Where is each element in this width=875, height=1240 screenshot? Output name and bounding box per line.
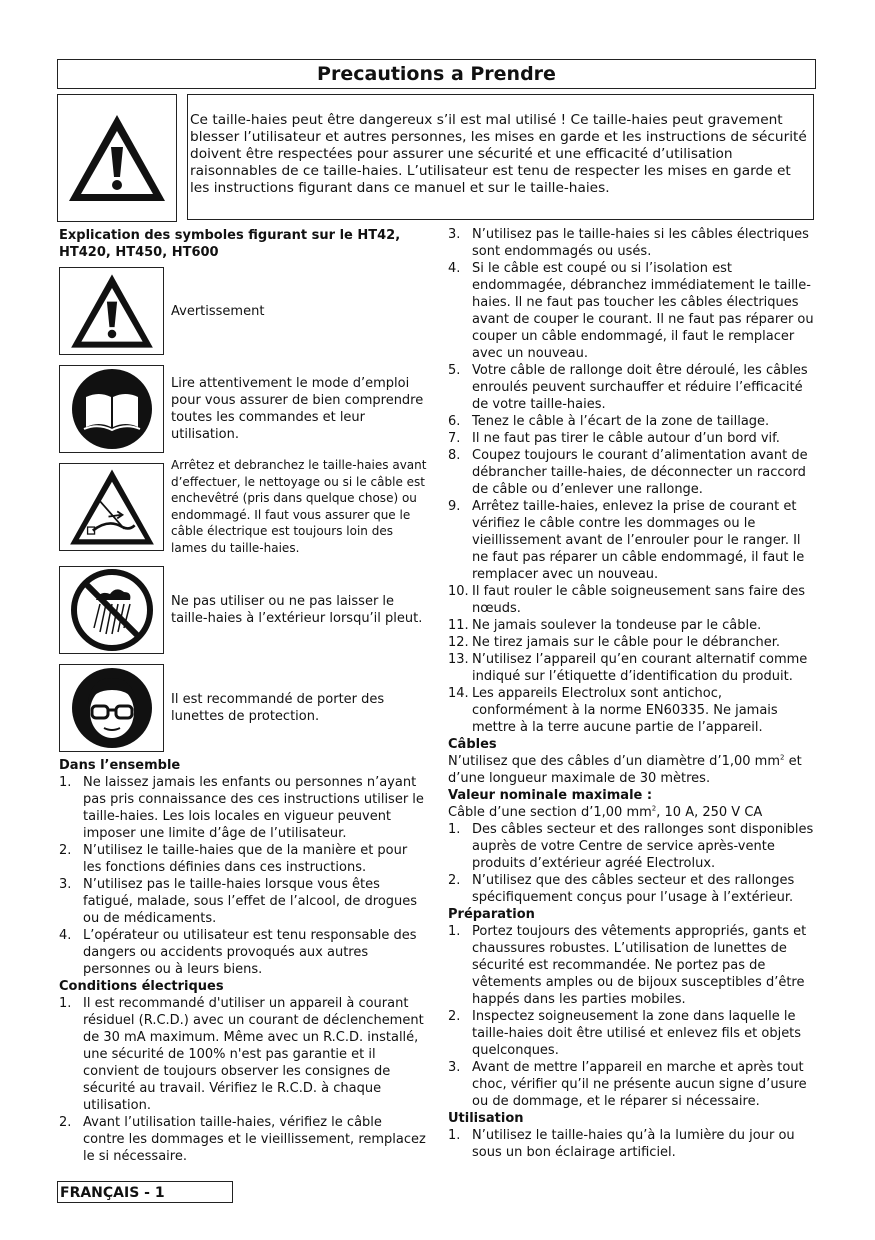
cables-heading: Câbles xyxy=(448,737,497,752)
list-item: 13. N’utilisez l’appareil qu’en courant alternatif comme indiqué sur l’étiquette d’identification du produit. xyxy=(448,652,808,684)
list-item: 4. L’opérateur ou utilisateur est tenu responsable des dangers ou accidents provoqués aux autres personnes ou à leurs biens. xyxy=(59,928,417,977)
warning-icon xyxy=(67,271,157,351)
list-item: 1. Ne laissez jamais les enfants ou personnes n’ayant pas pris connaissance des ces instructions utiliser le taille-haies. Les lois locales en vigueur peuvent imposer une limite d’âge de l’utilisateur. xyxy=(59,775,424,841)
left-column xyxy=(59,227,427,1165)
general-list xyxy=(59,774,427,978)
eye-protection-icon xyxy=(70,666,154,750)
general-heading: Dans l’ensemble xyxy=(59,758,181,773)
symbol-row-warning xyxy=(59,267,427,355)
symbol-row-goggles xyxy=(59,664,427,752)
symbol-box xyxy=(59,267,164,355)
list-item: 10. Il faut rouler le câble soigneusement sans faire des nœuds. xyxy=(448,584,805,616)
symbol-text: Avertissement xyxy=(171,303,265,319)
unplug-cable-icon xyxy=(65,466,159,548)
list-item: 2. N’utilisez le taille-haies que de la manière et pour les fonctions définies dans ces instructions. xyxy=(59,843,408,875)
symbol-box xyxy=(59,463,164,551)
list-item: 1. Il est recommandé d'utiliser un appareil à courant résiduel (R.C.D.) avec un courant de déclenchement de 30 mA maximum. Même avec un R.C.D. installé, une sécurité de 100% n'est pas garantie et il convient de toujours observer les consignes de sécurité au travail. Vérifiez le R.C.D. à chaque utilisation. xyxy=(59,996,424,1113)
rating-heading: Valeur nominale maximale : xyxy=(448,788,653,803)
symbol-box xyxy=(59,664,164,752)
page-title: Precautions a Prendre xyxy=(57,59,816,89)
intro-warning-text: Ce taille-haies peut être dangereux s’il est mal utilisé ! Ce taille-haies peut gravement blesser l’utilisateur et autres personnes, les mises en garde et les instructions de sécurité doivent être respectées pour assurer une sécurité et une efficacité d’utilisation raisonnables de ce taille-haies. L’utilisateur est tenu de respecter les mises en garde et les instructions figurant dans ce manuel et sur le taille-haies. xyxy=(187,94,814,220)
warning-box xyxy=(57,94,177,222)
cables-text: N’utilisez que des câbles d’un diamètre d’1,00 $mm^2$ et d’une longueur maximale de 30 mètres. xyxy=(448,753,802,786)
warning-icon xyxy=(65,111,169,205)
list-item: 3. Avant de mettre l’appareil en marche et après tout choc, vérifier qu’il ne présente aucun signe d’usure ou de dommage, et le réparer si nécessaire. xyxy=(448,1060,807,1109)
symbol-text: Il est recommandé de porter des lunettes de protection. xyxy=(171,692,385,724)
list-item: 7. Il ne faut pas tirer le câble autour d’un bord vif. xyxy=(448,431,780,446)
list-item: 2. N’utilisez que des câbles secteur et des rallonges spécifiquement conçus pour l’usage à l’extérieur. xyxy=(448,873,795,905)
list-item: 2. Inspectez soigneusement la zone dans laquelle le taille-haies doit être utilisé et enlevez fils et objets quelconques. xyxy=(448,1009,802,1058)
electrical-list-part1 xyxy=(59,995,427,1165)
right-column xyxy=(448,226,820,1161)
symbol-text: Arrêtez et debranchez le taille-haies avant d’effectuer, le nettoyage ou si le câble est enchevêtré (pris dans quelque chose) ou endommagé. Il faut vous assurer que le câble électrique est toujours loin des lames du taille-haies. xyxy=(171,458,427,555)
list-item: 11. Ne jamais soulever la tondeuse par le câble. xyxy=(448,618,762,633)
cables-list xyxy=(448,821,820,906)
list-item: 1. Des câbles secteur et des rallonges sont disponibles auprès de votre Centre de service après-vente produits d’extérieur agréé Electrolux. xyxy=(448,822,814,871)
list-item: 5. Votre câble de rallonge doit être déroulé, les câbles enroulés peuvent surchauffer et réduire l’efficacité de votre taille-haies. xyxy=(448,363,808,412)
preparation-heading: Préparation xyxy=(448,907,535,922)
list-item: 6. Tenez le câble à l’écart de la zone de taillage. xyxy=(448,414,770,429)
symbol-text: Ne pas utiliser ou ne pas laisser le taille-haies à l’extérieur lorsqu’il pleut. xyxy=(171,594,423,626)
list-item: 14. Les appareils Electrolux sont antichoc, conformément à la norme EN60335. Ne jamais mettre à la terre aucune partie de l’appareil. xyxy=(448,686,778,735)
preparation-list xyxy=(448,923,820,1110)
list-item: 8. Coupez toujours le courant d’alimentation avant de débrancher taille-haies, de déconnecter un raccord de câble ou d’enlever une rallonge. xyxy=(448,448,808,497)
symbol-row-rain xyxy=(59,566,427,654)
list-item: 1. N’utilisez le taille-haies qu’à la lumière du jour ou sous un bon éclairage artificiel. xyxy=(448,1128,795,1160)
no-rain-icon xyxy=(70,568,154,652)
use-heading: Utilisation xyxy=(448,1111,524,1126)
use-list xyxy=(448,1127,820,1161)
symbol-row-unplug xyxy=(59,457,427,556)
list-item: 12. Ne tirez jamais sur le câble pour le débrancher. xyxy=(448,635,781,650)
page-footer: FRANÇAIS - 1 xyxy=(57,1181,233,1203)
read-manual-icon xyxy=(70,367,154,451)
symbol-row-manual xyxy=(59,365,427,453)
list-item: 3. N’utilisez pas le taille-haies lorsque vous êtes fatigué, malade, sous l’effet de l’alcool, de drogues ou de médicaments. xyxy=(59,877,418,926)
symbol-box xyxy=(59,566,164,654)
symbol-text: Lire attentivement le mode d’emploi pour vous assurer de bien comprendre toutes les commandes et leur utilisation. xyxy=(171,376,424,442)
symbol-box xyxy=(59,365,164,453)
list-item: 4. Si le câble est coupé ou si l’isolation est endommagée, débranchez immédiatement le taille-haies. Il ne faut pas toucher les câbles électriques avant de couper le courant. Il ne faut pas réparer ou couper un câble endommagé, il faut le remplacer avec un nouveau. xyxy=(448,261,814,361)
electrical-heading: Conditions électriques xyxy=(59,979,224,994)
list-item: 1. Portez toujours des vêtements appropriés, gants et chaussures robustes. L’utilisation de lunettes de sécurité est recommandée. Ne portez pas de vêtements amples ou de bijoux susceptibles d’être happés dans les parties mobiles. xyxy=(448,924,807,1007)
electrical-list-part2 xyxy=(448,226,820,736)
rating-text: Câble d’une section d’1,00 $mm^2$, 10 A, 250 V CA xyxy=(448,804,763,820)
list-item: 3. N’utilisez pas le taille-haies si les câbles électriques sont endommagés ou usés. xyxy=(448,227,809,259)
symbols-heading: Explication des symboles figurant sur le HT42, HT420, HT450, HT600 xyxy=(59,228,401,260)
list-item: 9. Arrêtez taille-haies, enlevez la prise de courant et vérifiez le câble contre les dommages ou le vieillissement avant de l’enrouler pour le ranger. Il ne faut pas réparer un câble endommagé, il faut le remplacer avec un nouveau. xyxy=(448,499,805,582)
list-item: 2. Avant l’utilisation taille-haies, vérifiez le câble contre les dommages et le vieillissement, remplacez le si nécessaire. xyxy=(59,1115,426,1164)
